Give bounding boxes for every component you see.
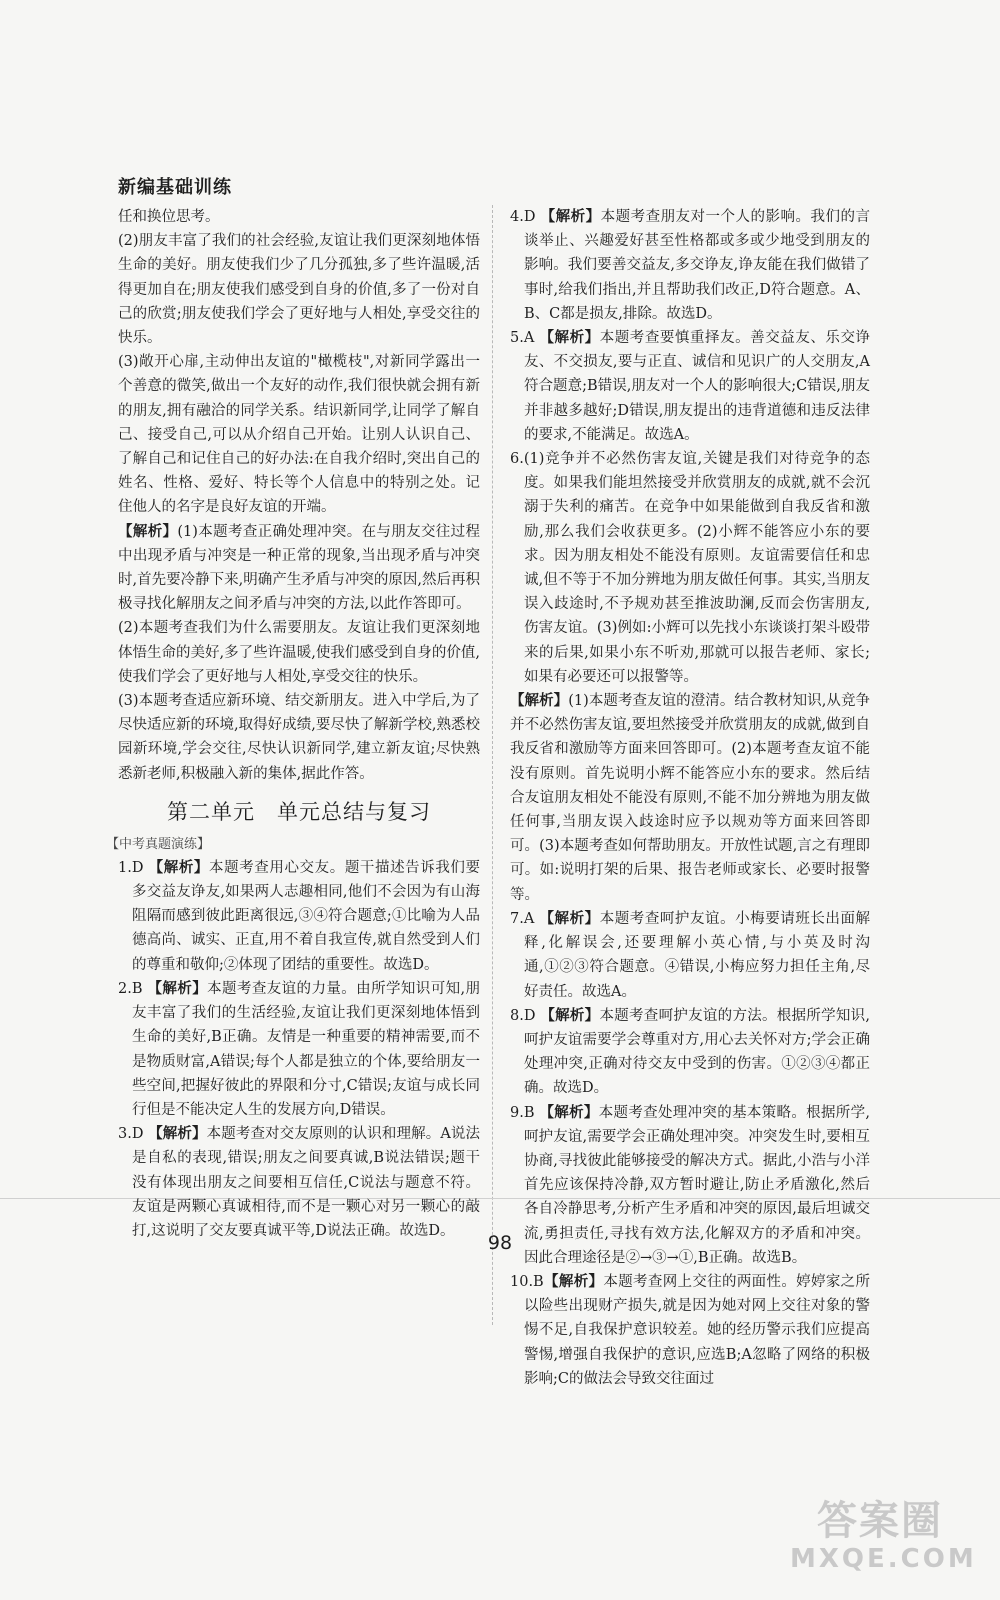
answer-item (118, 856, 480, 977)
answer-number: 7.A (510, 910, 535, 927)
analysis-tag: 【解析】 (147, 979, 208, 997)
answer-text: 本题考查对交友原则的认识和理解。A说法是自私的表现,错误;朋友之间要真诚,B说法错误;题干没有体现出朋友之间要相互信任,C说法与题意不符。友谊是两颗心真诚相待,而不是一颗心对另一颗心的敲打,这说明了交友要真诚平等,D说法正确。故选D。 (132, 1126, 481, 1239)
answer-number: 5.A (510, 330, 535, 347)
analysis-tag: 【解析】 (539, 909, 600, 927)
answer-number: 9.B (510, 1104, 535, 1121)
answer-number: 1.D (118, 859, 144, 876)
watermark-text-top: 答案圈 (817, 1498, 943, 1544)
answer-number: 3.D (118, 1126, 144, 1143)
analysis-text: (1)本题考查正确处理冲突。在与朋友交往过程中出现矛盾与冲突是一种正常的现象,当出现矛盾与冲突时,首先要冷静下来,明确产生矛盾与冲突的原因,然后再积极寻找化解朋友之间矛盾与冲突的方法,以此作答即可。 (118, 523, 480, 613)
paragraph: (2)朋友丰富了我们的社会经验,友谊让我们更深刻地体悟生命的美好。朋友使我们少了几分孤独,多了些许温暖,活得更加自在;朋友使我们感受到自身的价值,多了一份对自己的欣赏;朋友使我们学会了更好地与人相处,享受交往的快乐。 (118, 233, 480, 347)
answer-item (510, 907, 870, 1004)
analysis-paragraph (510, 689, 870, 907)
answer-item (118, 977, 480, 1122)
answer-text: 本题考查要慎重择友。善交益友、乐交诤友、不交损友,要与正直、诚信和见识广的人交朋友,A符合题意;B错误,朋友对一个人的影响很大;C错误,朋友并非越多越好;D错误,朋友提出的违背道德和违反法律的要求,不能满足。故选A。 (524, 330, 871, 443)
answer-text: 本题考查友谊的力量。由所学知识可知,朋友丰富了我们的生活经验,友谊让我们更深刻地体悟到生命的美好,B正确。友情是一种重要的精神需要,而不是物质财富,A错误;每个人都是独立的个体,要给朋友一些空间,把握好彼此的界限和分寸,C错误;友谊与成长同行但是不能决定人生的发展方向,D错误。 (132, 980, 481, 1118)
analysis-tag: 【解析】 (148, 858, 210, 876)
answer-number: 8.D (510, 1007, 536, 1024)
analysis-tag: 【解析】 (540, 208, 601, 225)
analysis-tag: 【解析】 (148, 1125, 207, 1143)
analysis-tag: 【解析】 (539, 1103, 599, 1121)
answer-text: 本题考查处理冲突的基本策略。根据所学,呵护友谊,需要学会正确处理冲突。冲突发生时,要相互协商,寻找彼此能够接受的解决方式。据此,小浩与小洋首先应该保持冷静,双方暂时避让,防止矛盾激化,然后各自冷静思考,分析产生矛盾和冲突的原因,最后坦诚交流,勇担责任,寻找有效方法,化解双方的矛盾和冲突。因此合理途径是②→③→①,B正确。故选B。 (524, 1104, 871, 1266)
right-column (510, 205, 870, 1391)
answer-text: 本题考查网上交往的两面性。婷婷家之所以险些出现财产损失,就是因为她对网上交往对象的警惕不足,自我保护意识较差。她的经历警示我们应提高警惕,增强自我保护的意识,应选B;A忽略了网络的积极影响;C的做法会导致交往面过 (524, 1273, 870, 1387)
answer-item: 6.(1)竞争并不必然伤害友谊,关键是我们对待竞争的态度。如果我们能坦然接受并欣赏朋友的成就,就不会沉溺于失利的痛苦。在竞争中如果能做到自我反省和激励,那么我们会收获更多。(2)小辉不能答应小东的要求。因为朋友相处不能没有原则。友谊需要信任和忠诚,但不等于不加分辨地为朋友做任何事。其实,当朋友误入歧途时,不予规劝甚至推波助澜,反而会伤害朋友,伤害友谊。(3)例如:小辉可以先找小东谈谈打架斗殴带来的后果,如果小东不听劝,那就可以报告老师、家长;如果有必要还可以报警等。 (510, 451, 870, 685)
unit-title: 第二单元 单元总结与复习 (167, 799, 431, 824)
answer-number: 2.B (118, 980, 143, 997)
answer-item (510, 205, 870, 326)
analysis-tag: 【解析】 (540, 1006, 600, 1024)
answer-number: 4.D (510, 209, 536, 225)
analysis-tag: 【解析】 (118, 522, 178, 540)
page-header-title: 新编基础训练 (118, 177, 232, 198)
answer-text: 本题考查朋友对一个人的影响。我们的言谈举止、兴趣爱好甚至性格都或多或少地受到朋友的影响。我们要善交益友,多交诤友,诤友能在我们做错了事时,给我们指出,并且帮助我们改正,D符合题意。A、B、C都是损友,排除。故选D。 (524, 209, 871, 322)
left-column (106, 205, 481, 1243)
section-tag: 【中考真题演练】 (106, 836, 211, 852)
answer-item (510, 1270, 870, 1391)
analysis-paragraph (118, 520, 480, 617)
answer-item (118, 1122, 480, 1243)
answer-item (510, 326, 870, 447)
answer-number: 10.B (510, 1273, 544, 1290)
paragraph: (2)本题考查我们为什么需要朋友。友谊让我们更深刻地体悟生命的美好,多了些许温暖,使我们感受到自身的价值,使我们学会了更好地与人相处,享受交往的快乐。 (118, 620, 480, 685)
answer-text: 本题考查呵护友谊的方法。根据所学知识,呵护友谊需要学会尊重对方,用心去关怀对方;学会正确处理冲突,正确对待交友中受到的伤害。①②③④都正确。故选D。 (524, 1007, 871, 1097)
watermark-logo (790, 1498, 977, 1580)
column-divider (492, 205, 493, 1325)
answer-text: 本题考查呵护友谊。小梅要请班长出面解释,化解误会,还要理解小英心情,与小英及时沟通,①②③符合题意。④错误,小梅应努力担任主角,尽好责任。故选A。 (524, 910, 871, 1000)
watermark-text-bottom: MXQE.COM (790, 1544, 977, 1574)
paragraph: (3)敞开心扉,主动伸出友谊的"橄榄枝",对新同学露出一个善意的微笑,做出一个友好的动作,我们很快就会拥有新的朋友,拥有融洽的同学关系。结识新同学,让同学了解自己、接受自己,可以从介绍自己开始。让别人认识自己、了解自己和记住自己的好办法:在自我介绍时,突出自己的姓名、性格、爱好、特长等个人信息中的特别之处。记住他人的名字是良好友谊的开端。 (118, 354, 480, 516)
page-number: 98 (487, 1232, 513, 1254)
analysis-tag: 【解析】 (543, 1272, 604, 1290)
analysis-text: (1)本题考查友谊的澄清。结合教材知识,从竞争并不必然伤害友谊,要坦然接受并欣赏朋友的成就,做到自我反省和激励等方面来回答即可。(2)本题考查友谊不能没有原则。首先说明小辉不能答应小东的要求。然后结合友谊朋友相处不能没有原则,不能不加分辨地为朋友做任何事,当朋友误入歧途时应予以规劝等方面来回答即可。(3)本题考查如何帮助朋友。开放性试题,言之有理即可。如:说明打架的后果、报告老师或家长、必要时报警等。 (510, 693, 871, 903)
paragraph: (3)本题考查适应新环境、结交新朋友。进入中学后,为了尽快适应新的环境,取得好成绩,要尽快了解新学校,熟悉校园新环境,学会交往,尽快认识新同学,建立新友谊;尽快熟悉新老师,积极融入新的集体,据此作答。 (118, 693, 480, 782)
answer-text: 本题考查用心交友。题干描述告诉我们要多交益友诤友,如果两人志趣相同,他们不会因为有山海阻隔而感到彼此距离很远,③④符合题意;①比喻为人品德高尚、诚实、正直,用不着自我宣传,就自然受到人们的尊重和敬仰;②体现了团结的重要性。故选D。 (132, 859, 481, 973)
analysis-tag: 【解析】 (510, 692, 569, 710)
paragraph: 任和换位思考。 (118, 209, 220, 225)
answer-item (510, 1004, 870, 1101)
analysis-tag: 【解析】 (539, 329, 600, 347)
